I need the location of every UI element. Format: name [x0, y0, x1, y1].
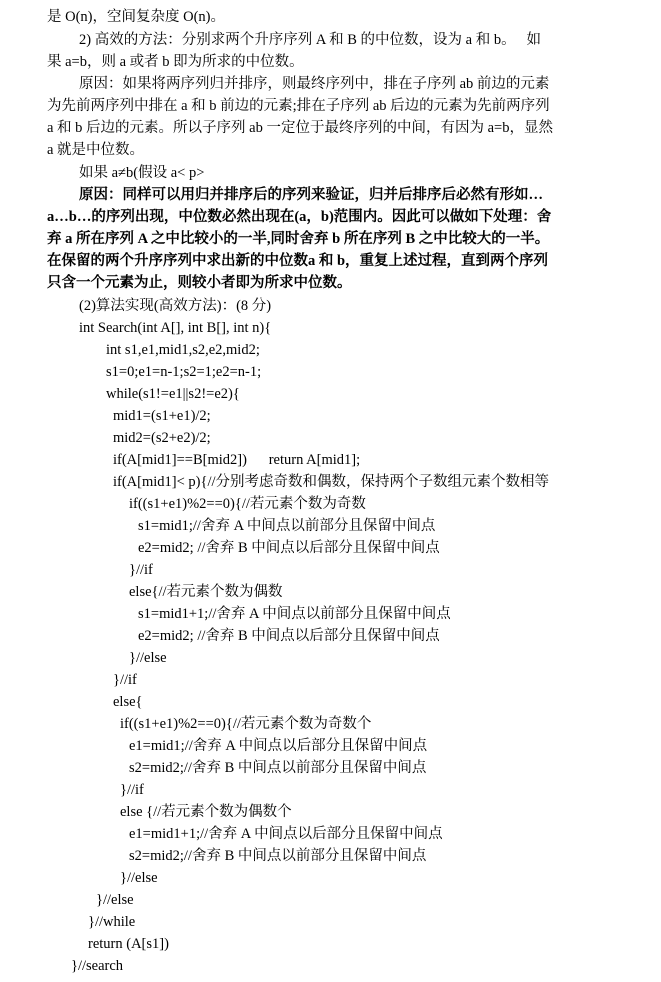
code-line: e2=mid2; //舍弃 B 中间点以后部分且保留中间点	[138, 628, 440, 644]
code-line: s1=mid1;//舍弃 A 中间点以前部分且保留中间点	[138, 518, 436, 534]
code-line: }//if	[113, 672, 137, 688]
code-line: int s1,e1,mid1,s2,e2,mid2;	[106, 342, 260, 358]
bold-text-line: 原因：同样可以用归并排序后的序列来验证，归并后排序后必然有形如…	[79, 187, 543, 203]
code-line: }//search	[71, 958, 124, 974]
code-line: s2=mid2;//舍弃 B 中间点以前部分且保留中间点	[129, 848, 427, 864]
text-line: 原因：如果将两序列归并排序，则最终序列中，排在子序列 ab 前边的元素	[79, 76, 550, 92]
section-heading: (2)算法实现(高效方法)：(8 分)	[79, 298, 272, 314]
text-line: 果 a=b，则 a 或者 b 即为所求的中位数。	[47, 54, 304, 70]
bold-text-line: 在保留的两个升序序列中求出新的中位数a 和 b，重复上述过程，直到两个序列	[47, 253, 549, 269]
code-line: s1=mid1+1;//舍弃 A 中间点以前部分且保留中间点	[138, 606, 451, 622]
code-line: mid1=(s1+e1)/2;	[113, 408, 211, 424]
code-line: else{//若元素个数为偶数	[129, 584, 283, 600]
code-line: if(A[mid1]==B[mid2]) return A[mid1];	[113, 452, 361, 468]
code-line: }//if	[120, 782, 144, 798]
code-line: return (A[s1])	[88, 936, 169, 952]
text-line: 为先前两序列中排在 a 和 b 前边的元素;排在子序列 ab 后边的元素为先前两序列	[47, 98, 550, 114]
code-line: }//else	[96, 892, 134, 908]
code-line: }//else	[129, 650, 167, 666]
text-line: 如果 a≠b(假设 a< p>	[79, 165, 205, 181]
code-line: if((s1+e1)%2==0){//若元素个数为奇数个	[120, 716, 372, 732]
code-line: }//if	[129, 562, 153, 578]
code-line: }//else	[120, 870, 158, 886]
code-line: }//while	[88, 914, 136, 930]
code-line: s1=0;e1=n-1;s2=1;e2=n-1;	[106, 364, 262, 380]
text-line: a 就是中位数。	[47, 142, 145, 158]
text-line: 2) 高效的方法：分别求两个升序序列 A 和 B 的中位数，设为 a 和 b。 如	[79, 32, 541, 48]
bold-text-line: 只含一个元素为止，则较小者即为所求中位数。	[47, 275, 352, 291]
bold-text-line: 弃 a 所在序列 A 之中比较小的一半,同时舍弃 b 所在序列 B 之中比较大的一半。	[47, 231, 550, 247]
code-line: e2=mid2; //舍弃 B 中间点以后部分且保留中间点	[138, 540, 440, 556]
code-line: if((s1+e1)%2==0){//若元素个数为奇数	[129, 496, 366, 512]
code-line: else{	[113, 694, 143, 710]
bold-text-line: a…b…的序列出现，中位数必然出现在(a，b)范围内。因此可以做如下处理：舍	[47, 209, 552, 225]
code-line: e1=mid1+1;//舍弃 A 中间点以后部分且保留中间点	[129, 826, 443, 842]
code-line: if(A[mid1]< p){//分别考虑奇数和偶数，保持两个子数组元素个数相等	[113, 474, 550, 490]
text-line: a 和 b 后边的元素。所以子序列 ab 一定位于最终序列的中间，有因为 a=b，显然	[47, 120, 553, 136]
text-line: 是 O(n)，空间复杂度 O(n)。	[47, 9, 226, 25]
code-line: while(s1!=e1||s2!=e2){	[106, 386, 240, 402]
code-line: int Search(int A[], int B[], int n){	[79, 320, 272, 336]
code-line: s2=mid2;//舍弃 B 中间点以前部分且保留中间点	[129, 760, 427, 776]
code-line: e1=mid1;//舍弃 A 中间点以后部分且保留中间点	[129, 738, 428, 754]
code-line: mid2=(s2+e2)/2;	[113, 430, 211, 446]
code-line: else {//若元素个数为偶数个	[120, 804, 292, 820]
